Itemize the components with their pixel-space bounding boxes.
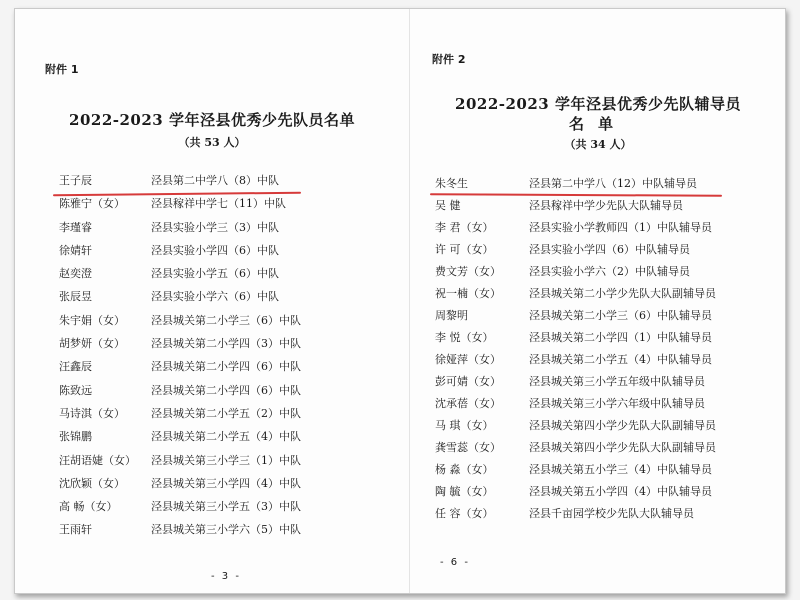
document-frame	[14, 8, 786, 594]
list-item	[410, 194, 786, 216]
annex-label: 附件 2	[432, 53, 466, 66]
list-item	[410, 392, 786, 414]
person-name: 徐婧轩	[59, 243, 92, 257]
unit-name: 泾县城关第二小学四（6）中队	[151, 360, 301, 374]
list-item	[410, 238, 786, 260]
unit-name: 泾县城关第三小学五（3）中队	[151, 500, 301, 514]
name-list	[15, 169, 409, 542]
list-item	[15, 425, 409, 448]
unit-name: 泾县城关第三小学三（1）中队	[151, 453, 301, 467]
unit-name: 泾县城关第二小学四（3）中队	[151, 337, 301, 351]
person-name: 沈欣颖（女）	[59, 476, 125, 490]
person-name: 王子辰	[59, 174, 92, 187]
page-title: 2022-2023 学年泾县优秀少先队辅导员	[455, 95, 741, 113]
total-count: （共 34 人）	[564, 138, 632, 151]
unit-name: 泾县实验小学六（6）中队	[151, 290, 279, 304]
list-item	[15, 262, 409, 285]
list-item	[15, 518, 409, 541]
unit-name: 泾县实验小学四（6）中队辅导员	[529, 243, 690, 256]
list-item	[15, 169, 409, 192]
unit-name: 泾县城关第二小学三（6）中队辅导员	[529, 309, 712, 322]
unit-name: 泾县城关第二小学五（4）中队辅导员	[529, 353, 712, 366]
person-name: 朱宇娟（女）	[59, 313, 125, 327]
person-name: 高 畅（女）	[59, 500, 118, 514]
list-item	[410, 436, 786, 458]
list-item	[15, 472, 409, 495]
unit-name: 泾县城关第三小学六（5）中队	[151, 523, 301, 537]
unit-name: 泾县稼祥中学七（11）中队	[151, 197, 286, 211]
list-item	[410, 326, 786, 348]
unit-name: 泾县城关第四小学少先队大队副辅导员	[529, 419, 716, 432]
left-page	[15, 9, 409, 593]
annex-label: 附件 1	[45, 63, 79, 76]
list-item	[15, 379, 409, 402]
person-name: 赵奕澄	[59, 267, 92, 281]
list-item	[410, 414, 786, 436]
person-name: 任 容（女）	[435, 507, 494, 520]
total-count: （共 53 人）	[178, 136, 246, 149]
unit-name: 泾县实验小学五（6）中队	[151, 267, 279, 281]
unit-name: 泾县城关第三小学六年级中队辅导员	[529, 397, 705, 410]
unit-name: 泾县第二中学八（12）中队辅导员	[529, 177, 697, 190]
unit-name: 泾县城关第四小学少先队大队副辅导员	[529, 441, 716, 454]
right-page	[409, 9, 786, 593]
unit-name: 泾县第二中学八（8）中队	[151, 174, 279, 187]
list-item	[410, 458, 786, 480]
person-name: 李 君（女）	[435, 221, 494, 234]
person-name: 张辰昱	[59, 290, 92, 304]
list-item	[15, 285, 409, 308]
list-item	[410, 480, 786, 502]
list-item	[410, 216, 786, 238]
person-name: 吴 健	[435, 199, 461, 212]
list-item	[410, 260, 786, 282]
list-item	[15, 355, 409, 378]
person-name: 沈承蓓（女）	[435, 397, 501, 410]
person-name: 陶 毓（女）	[435, 485, 494, 498]
list-item	[410, 502, 786, 524]
unit-name: 泾县城关第二小学五（2）中队	[151, 406, 301, 420]
person-name: 徐娅萍（女）	[435, 353, 501, 366]
unit-name: 泾县实验小学教师四（1）中队辅导员	[529, 221, 712, 234]
person-name: 陈雅宁（女）	[59, 197, 125, 211]
person-name: 费文芳（女）	[435, 265, 501, 278]
person-name: 李瑾睿	[59, 220, 92, 234]
list-item	[410, 304, 786, 326]
page-title: 2022-2023 学年泾县优秀少先队员名单	[69, 111, 355, 129]
person-name: 龚雪蕊（女）	[435, 441, 501, 454]
person-name: 马诗淇（女）	[59, 406, 125, 420]
person-name: 许 可（女）	[435, 243, 494, 256]
list-item	[15, 332, 409, 355]
list-item	[410, 370, 786, 392]
list-item	[15, 449, 409, 472]
person-name: 周黎明	[435, 309, 468, 322]
person-name: 杨 淼（女）	[435, 463, 494, 476]
unit-name: 泾县城关第五小学四（4）中队辅导员	[529, 485, 712, 498]
list-item	[410, 172, 786, 194]
person-name: 李 悦（女）	[435, 331, 494, 344]
list-item	[15, 309, 409, 332]
page-number: - 3 -	[211, 571, 241, 582]
list-item	[410, 348, 786, 370]
person-name: 汪胡语婕（女）	[59, 453, 136, 467]
unit-name: 泾县城关第二小学四（6）中队	[151, 383, 301, 397]
unit-name: 泾县实验小学四（6）中队	[151, 243, 279, 257]
unit-name: 泾县城关第五小学三（4）中队辅导员	[529, 463, 712, 476]
unit-name: 泾县城关第三小学五年级中队辅导员	[529, 375, 705, 388]
person-name: 彭可婧（女）	[435, 375, 501, 388]
unit-name: 泾县城关第三小学四（4）中队	[151, 476, 301, 490]
person-name: 朱冬生	[435, 177, 468, 190]
list-item	[410, 282, 786, 304]
list-item	[15, 216, 409, 239]
unit-name: 泾县城关第二小学五（4）中队	[151, 430, 301, 444]
list-item	[15, 495, 409, 518]
person-name: 王雨轩	[59, 523, 92, 537]
person-name: 马 琪（女）	[435, 419, 494, 432]
person-name: 汪鑫辰	[59, 360, 92, 374]
person-name: 祝一楠（女）	[435, 287, 501, 300]
name-list	[410, 172, 786, 524]
unit-name: 泾县实验小学三（3）中队	[151, 220, 279, 234]
unit-name: 泾县城关第二小学四（1）中队辅导员	[529, 331, 712, 344]
page-number: - 6 -	[440, 557, 470, 568]
list-item	[15, 239, 409, 262]
person-name: 胡梦妍（女）	[59, 337, 125, 351]
unit-name: 泾县实验小学六（2）中队辅导员	[529, 265, 690, 278]
unit-name: 泾县稼祥中学少先队大队辅导员	[529, 199, 683, 212]
unit-name: 泾县千亩园学校少先队大队辅导员	[529, 507, 694, 520]
unit-name: 泾县城关第二小学三（6）中队	[151, 313, 301, 327]
list-item	[15, 402, 409, 425]
person-name: 张锦鹏	[59, 430, 92, 444]
page-subtitle: 名单	[568, 115, 627, 133]
unit-name: 泾县城关第二小学少先队大队副辅导员	[529, 287, 716, 300]
person-name: 陈致远	[59, 383, 92, 397]
